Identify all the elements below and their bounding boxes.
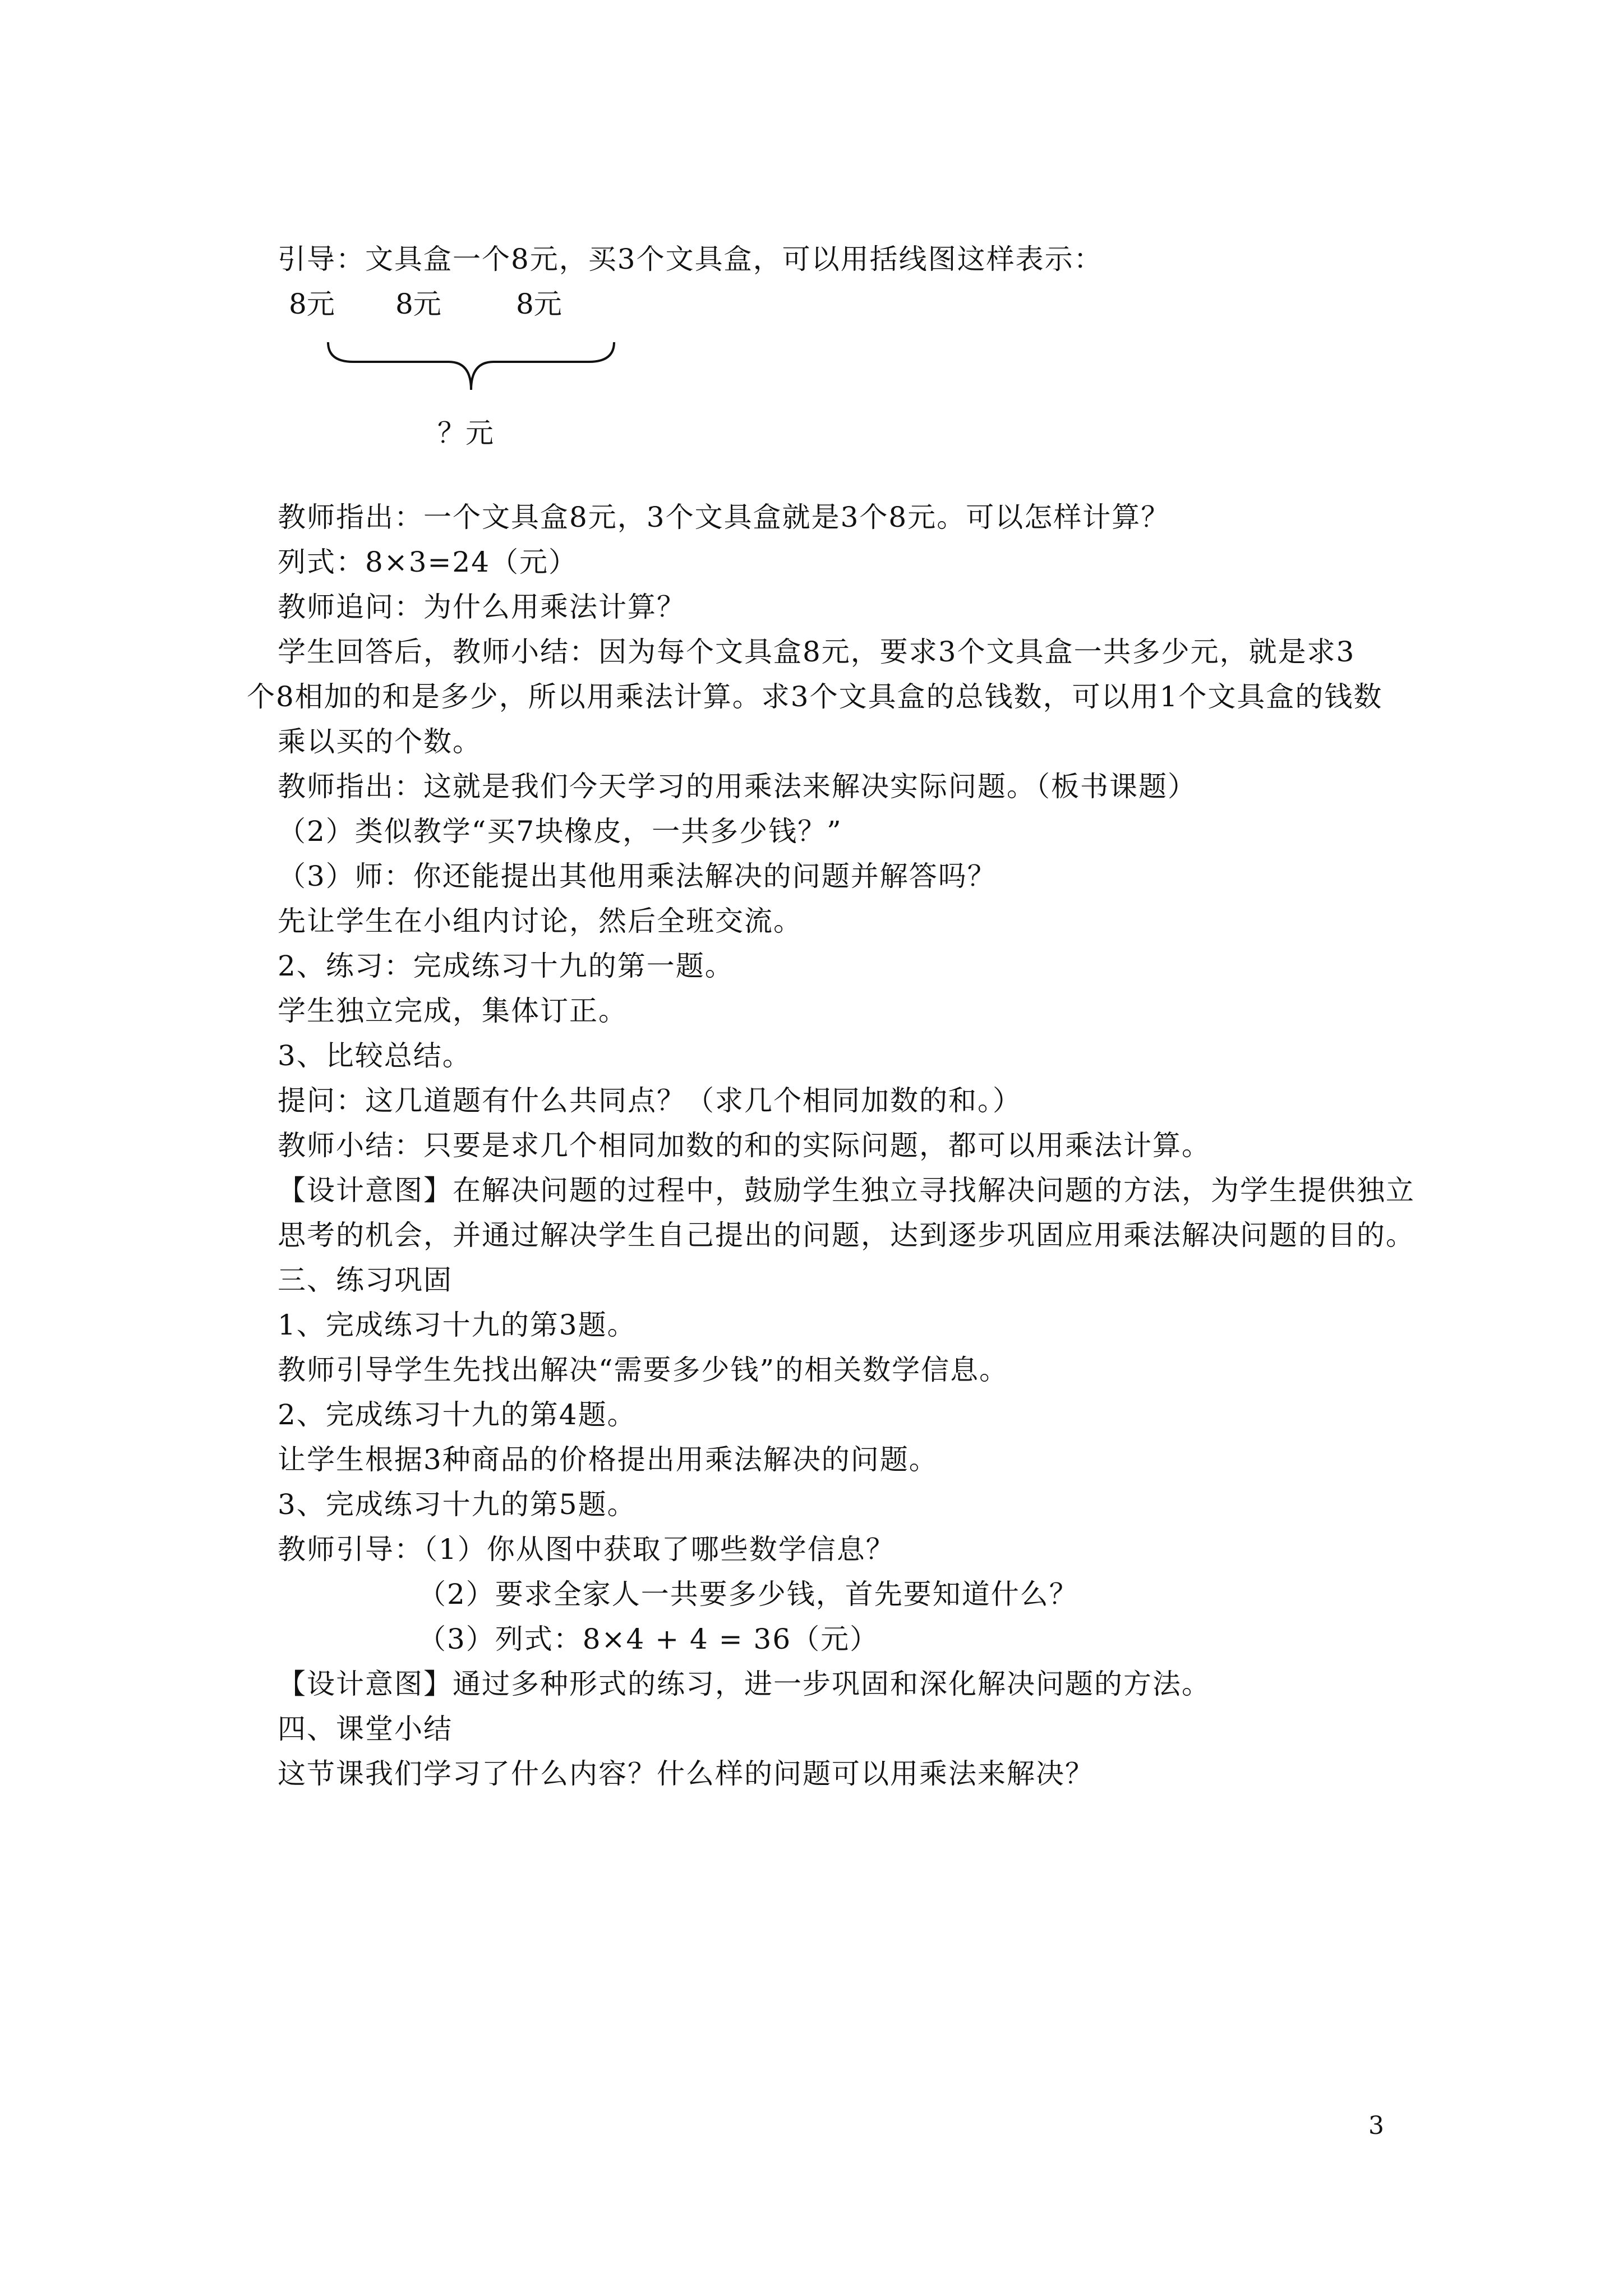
text-line: 思考的机会，并通过解决学生自己提出的问题，达到逐步巩固应用乘法解决问题的目的。 bbox=[278, 1219, 1415, 1251]
text-line: （2）类似教学“买7块橡皮，一共多少钱？” bbox=[278, 815, 842, 848]
text-line: 教师引导学生先找出解决“需要多少钱”的相关数学信息。 bbox=[278, 1354, 1009, 1386]
text-line: （3）师：你还能提出其他用乘法解决的问题并解答吗？ bbox=[278, 860, 997, 892]
text-line: 让学生根据3种商品的价格提出用乘法解决的问题。 bbox=[278, 1443, 938, 1476]
text-line-guide: 引导：文具盒一个8元，买3个文具盒，可以用括线图这样表示： bbox=[278, 243, 1103, 275]
text-line: 1、完成练习十九的第3题。 bbox=[278, 1309, 637, 1341]
text-line: 先让学生在小组内讨论，然后全班交流。 bbox=[278, 905, 803, 937]
text-line: 【设计意图】在解决问题的过程中，鼓励学生独立寻找解决问题的方法，为学生提供独立 bbox=[278, 1174, 1415, 1207]
text-line: 提问：这几道题有什么共同点？（求几个相同加数的和。） bbox=[278, 1084, 1022, 1117]
text-line: 个8相加的和是多少，所以用乘法计算。求3个文具盒的总钱数，可以用1个文具盒的钱数 bbox=[247, 680, 1383, 713]
text-line: 教师引导：（1）你从图中获取了哪些数学信息？ bbox=[278, 1533, 895, 1566]
text-line: 列式：8×3=24（元） bbox=[278, 546, 578, 578]
curly-brace-icon bbox=[325, 337, 617, 398]
text-line: 2、完成练习十九的第4题。 bbox=[278, 1398, 637, 1431]
text-line: 教师指出：一个文具盒8元，3个文具盒就是3个8元。可以怎样计算？ bbox=[278, 501, 1170, 533]
text-line: 乘以买的个数。 bbox=[278, 725, 482, 758]
diagram-item-label-1: 8元 bbox=[289, 288, 335, 320]
section-heading: 四、课堂小结 bbox=[278, 1713, 453, 1745]
text-line: 教师追问：为什么用乘法计算？ bbox=[278, 591, 686, 623]
text-line: （3）列式：8×4 + 4 = 36（元） bbox=[418, 1623, 879, 1655]
text-line: 学生独立完成，集体订正。 bbox=[278, 995, 628, 1027]
text-line: 学生回答后，教师小结：因为每个文具盒8元，要求3个文具盒一共多少元，就是求3 bbox=[278, 636, 1355, 668]
text-line: （2）要求全家人一共要多少钱，首先要知道什么？ bbox=[418, 1578, 1078, 1611]
text-line: 这节课我们学习了什么内容？什么样的问题可以用乘法来解决？ bbox=[278, 1757, 1094, 1790]
section-heading: 三、练习巩固 bbox=[278, 1264, 453, 1296]
diagram-total-label: ？元 bbox=[437, 417, 494, 449]
page-number: 3 bbox=[1368, 2111, 1384, 2140]
text-line: 3、完成练习十九的第5题。 bbox=[278, 1488, 637, 1521]
text-line: 3、比较总结。 bbox=[278, 1039, 472, 1072]
diagram-item-label-3: 8元 bbox=[516, 288, 562, 320]
text-line: 2、练习：完成练习十九的第一题。 bbox=[278, 950, 734, 982]
text-line: 教师小结：只要是求几个相同加数的和的实际问题，都可以用乘法计算。 bbox=[278, 1129, 1211, 1162]
diagram-item-label-2: 8元 bbox=[395, 288, 441, 320]
text-line: 【设计意图】通过多种形式的练习，进一步巩固和深化解决问题的方法。 bbox=[278, 1668, 1211, 1700]
text-line: 教师指出：这就是我们今天学习的用乘法来解决实际问题。（板书课题） bbox=[278, 770, 1197, 803]
